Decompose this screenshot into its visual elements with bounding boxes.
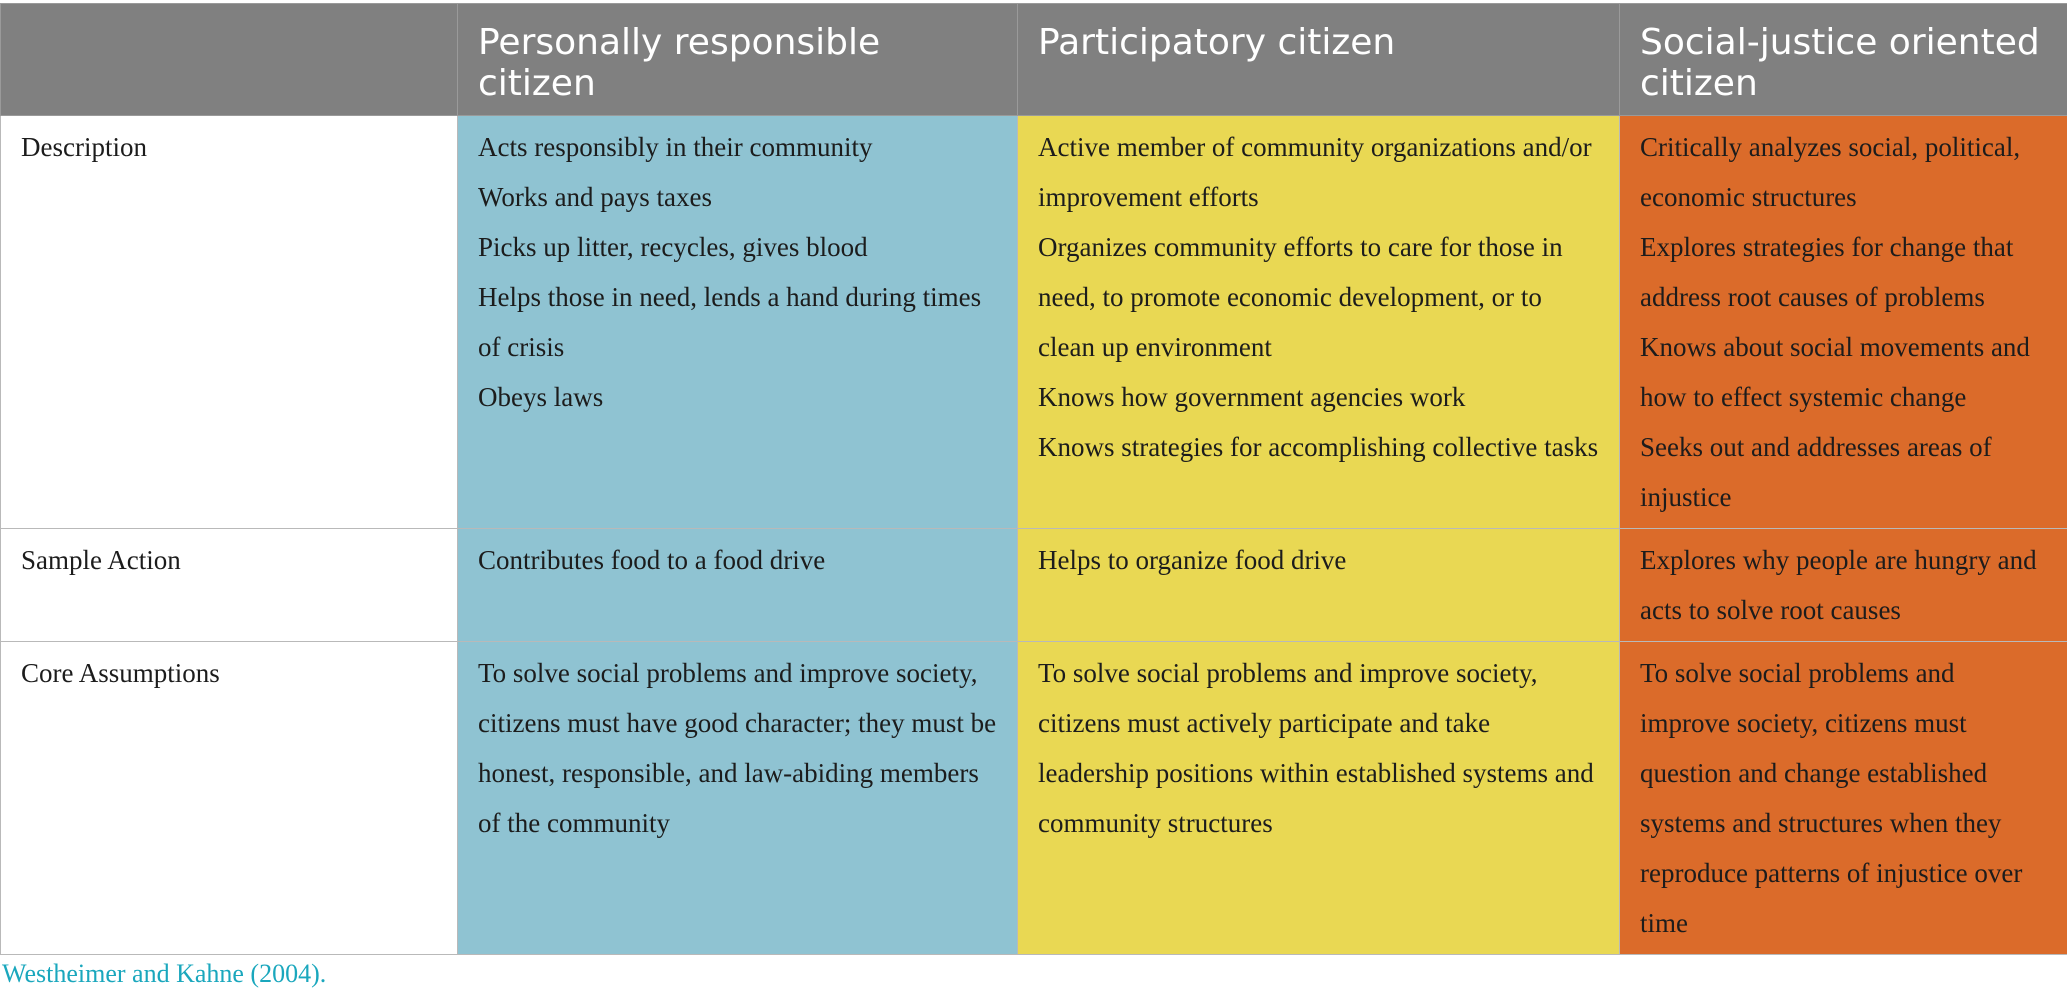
list-item: Acts responsibly in their community	[478, 132, 873, 162]
header-participatory: Participatory citizen	[1018, 4, 1620, 116]
header-personally-responsible: Personally responsible citizen	[458, 4, 1018, 116]
list-item: Explores strategies for change that address root causes of problems	[1640, 232, 2014, 312]
citizenship-table	[0, 3, 2067, 955]
cell-sample-social-justice: Explores why people are hungry and acts to solve root causes	[1620, 529, 2067, 642]
table-row-description	[1, 116, 2067, 529]
row-label-description: Description	[1, 116, 458, 529]
list-item: Active member of community organizations and/or improvement efforts	[1038, 132, 1592, 212]
cell-sample-participatory: Helps to organize food drive	[1018, 529, 1620, 642]
row-label-core-assumptions: Core Assumptions	[1, 642, 458, 955]
cell-description-social-justice	[1620, 116, 2067, 529]
list-item: Obeys laws	[478, 382, 604, 412]
list-item: Critically analyzes social, political, economic structures	[1640, 132, 2021, 212]
cell-description-participatory	[1018, 116, 1620, 529]
header-corner-cell	[1, 4, 458, 116]
list-item: Organizes community efforts to care for those in need, to promote economic development, or to clean up environment	[1038, 232, 1563, 362]
list-item: Knows how government agencies work	[1038, 382, 1466, 412]
cell-core-participatory: To solve social problems and improve society, citizens must actively participate and take leadership positions within established systems and community structures	[1018, 642, 1620, 955]
list-item: Knows about social movements and how to effect systemic change	[1640, 332, 2030, 412]
table-row-core-assumptions	[1, 642, 2067, 955]
source-citation-link[interactable]: Westheimer and Kahne (2004).	[2, 959, 327, 988]
list-item: Picks up litter, recycles, gives blood	[478, 232, 868, 262]
table-row-sample-action	[1, 529, 2067, 642]
list-item: Helps those in need, lends a hand during times of crisis	[478, 282, 982, 362]
cell-core-personally-responsible: To solve social problems and improve society, citizens must have good character; they must be honest, responsible, and law-abiding members of the community	[458, 642, 1018, 955]
cell-description-personally-responsible	[458, 116, 1018, 529]
cell-core-social-justice: To solve social problems and improve society, citizens must question and change established systems and structures when they reproduce patterns of injustice over time	[1620, 642, 2067, 955]
row-label-sample-action: Sample Action	[1, 529, 458, 642]
list-item: Seeks out and addresses areas of injustice	[1640, 432, 1992, 512]
list-item: Works and pays taxes	[478, 182, 713, 212]
cell-sample-personally-responsible: Contributes food to a food drive	[458, 529, 1018, 642]
header-row	[1, 4, 2067, 116]
header-social-justice: Social-justice oriented citizen	[1620, 4, 2067, 116]
list-item: Knows strategies for accomplishing collective tasks	[1038, 432, 1599, 462]
